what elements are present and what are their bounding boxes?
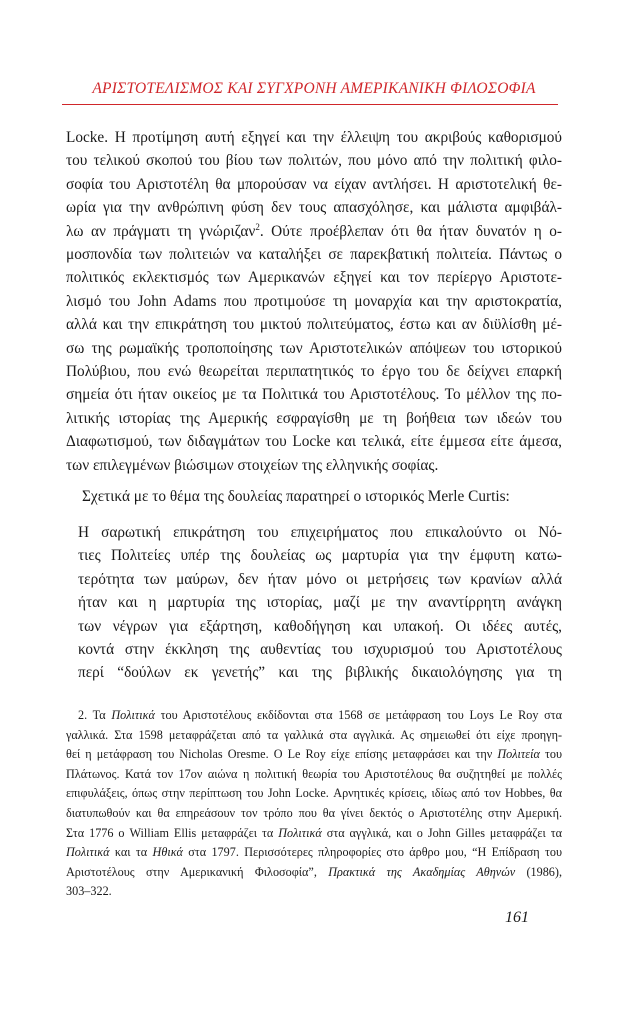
text-line: σω της ρωμαϊκής τροποποίησης των Αριστοτελικών απόψεων του ιστορικού xyxy=(66,339,562,357)
text-fragment: λω αν πράγματι τη γνώριζαν xyxy=(66,222,256,240)
italic-title: Πολιτικά xyxy=(66,845,110,860)
footnote-line: Στα 1776 ο William Ellis μεταφράζει τα Πολιτικά στα αγγλικά, και ο John Gilles μεταφράζει τα xyxy=(66,825,562,840)
footnote-reference[interactable]: 2 xyxy=(255,221,260,232)
footnote-line: 2. Τα Πολιτικά του Αριστοτέλους εκδίδονται στα 1568 σε μετάφραση του Loys Le Roy στα xyxy=(78,708,562,722)
quote-line: τιες Πολιτείες υπέρ της δουλείας ως μαρτυρία για την έμφυτη κατω- xyxy=(78,547,562,565)
text-line: μοσπονδία των πολιτειών να καταλήξει σε παρεκβατική πολιτεία. Πάντως ο xyxy=(66,246,562,264)
footnote-line: θεί η μετάφραση του Nicholas Oresme. Ο Le Roy είχε επίσης μεταφράσει και την Πολιτεία του xyxy=(66,747,562,762)
text-line: Σχετικά με το θέμα της δουλείας παρατηρεί ο ιστορικός Merle Curtis: xyxy=(82,488,510,506)
quote-line: τερότητα των μαύρων, δεν ήταν μόνο οι μετρήσεις των κρανίων αλλά xyxy=(78,570,562,588)
footnote-line: επιφυλάξεις, όπως στην περίπτωση του John Locke. Αρνητικές κρίσεις, ιδίως από τον Hobbes, θα xyxy=(66,786,562,801)
text-line: λιτικής ιστορίας της Αμερικής εσφραγίσθη με τη βοήθεια των ιδεών του xyxy=(66,409,562,427)
text-line: λισμό του John Adams που προτιμούσε τη μοναρχία και την αριστοκρατία, xyxy=(66,292,562,310)
italic-title: Πολιτεία xyxy=(497,747,540,762)
footnote-number: 2. xyxy=(78,708,93,722)
quote-line: των νέγρων για εξάρτηση, καθοδήγηση και υπακοή. Οι ιδέες αυτές, xyxy=(78,617,562,635)
text-line-with-footnote xyxy=(66,220,562,243)
running-head: ΑΡΙΣΤΟΤΕΛΙΣΜΟΣ ΚΑΙ ΣΥΓΧΡΟΝΗ ΑΜΕΡΙΚΑΝΙΚΗ ΦΙΛΟΣΟΦΙΑ xyxy=(92,80,536,97)
footnote-line: διατυπωθούν και θα επηρεάσουν τον τρόπο που θα γίνει δεκτός ο Αριστοτέλης στην Αμερική. xyxy=(66,805,562,820)
footnote-line: Αριστοτέλους στην Αμερικανική Φιλοσοφία”, Πρακτικά της Ακαδημίας Αθηνών (1986), xyxy=(66,864,563,879)
text-line: Διαφωτισμού, των διδαγμάτων του Locke και τελικά, είτε έμμεσα είτε άμεσα, xyxy=(66,433,562,451)
footnote-line: Πλάτωνος. Κατά τον 17ον αιώνα η πολιτική θεωρία του Αριστοτέλους θα συζητηθεί με πολλές xyxy=(66,766,562,781)
page-number: 161 xyxy=(505,909,529,926)
text-fragment: . Ούτε προέβλεπαν ότι θα ήταν δυνατόν η ο- xyxy=(259,222,562,240)
text-line: του τελικού σκοπού του βίου των πολιτών, που μόνο από την πολιτική φιλο- xyxy=(66,152,562,170)
footnote-section xyxy=(66,706,562,902)
italic-title: Ηθικά xyxy=(152,845,183,860)
footnote-line: 303–322. xyxy=(66,884,112,899)
quote-line: Η σαρωτική επικράτηση του επιχειρήματος που επικαλούντο οι Νό- xyxy=(78,524,562,541)
italic-title: Πολιτικά xyxy=(278,825,322,840)
italic-title: Πρακτικά της Ακαδημίας Αθηνών xyxy=(328,864,516,879)
header-rule xyxy=(62,104,558,105)
text-line: σοφία του Αριστοτέλη θα μπορούσαν να είχαν αντλήσει. Η αριστοτελική θε- xyxy=(66,175,562,193)
footnote-line: Πολιτικά και τα Ηθικά στα 1797. Περισσότερες πληροφορίες στο άρθρο μου, “Η Επίδραση του xyxy=(66,845,562,860)
text-line: Locke. Η προτίμηση αυτή εξηγεί και την έλλειψη του ακριβούς καθορισμού xyxy=(66,129,562,146)
text-line: των επιλεγμένων βιώσιμων στοιχείων της ελληνικής σοφίας. xyxy=(66,456,439,474)
body-text xyxy=(66,126,562,509)
text-line: αλλά και την επικράτηση του μικτού πολιτεύματος, έστω και αν διϋλίσθη μέ- xyxy=(66,316,562,334)
text-line: σημεία ότι ήταν οικείος με τα Πολιτικά του Αριστοτέλους. Το μέλλον της πο- xyxy=(66,386,562,404)
text-line: πολιτικός εκλεκτισμός των Αμερικανών εξηγεί και τον περίεργο Αριστοτε- xyxy=(66,269,562,287)
quote-line: ήταν και η μαρτυρία της ιστορίας, μαζί με την αναντίρρητη ανάγκη xyxy=(78,594,562,612)
block-quote xyxy=(78,521,562,685)
quote-line: κοντά στην έκκληση της αυθεντίας του ισχυρισμού του Αριστοτέλους xyxy=(78,641,562,659)
footnote-line: γαλλικά. Στα 1598 μεταφράζεται από τα γαλλικά στα αγγλικά. Ας σημειωθεί ότι είχε προηγη- xyxy=(66,727,562,742)
text-line: ωρία για την ανθρώπινη φύση δεν τους απασχόλησε, και μάλιστα αμφιβάλ- xyxy=(66,199,562,217)
paragraph-1 xyxy=(66,126,562,477)
paragraph-2 xyxy=(66,485,562,508)
text-line: Πολύβιου, που ενώ θεωρείται περιπατητικός το έργο του δε δείχνει επαρκή xyxy=(66,363,562,381)
quote-line: περί “δούλων εκ γενετής” και της βιβλικής δικαιολόγησης για τη xyxy=(78,664,562,682)
italic-title: Πολιτικά xyxy=(111,708,155,722)
